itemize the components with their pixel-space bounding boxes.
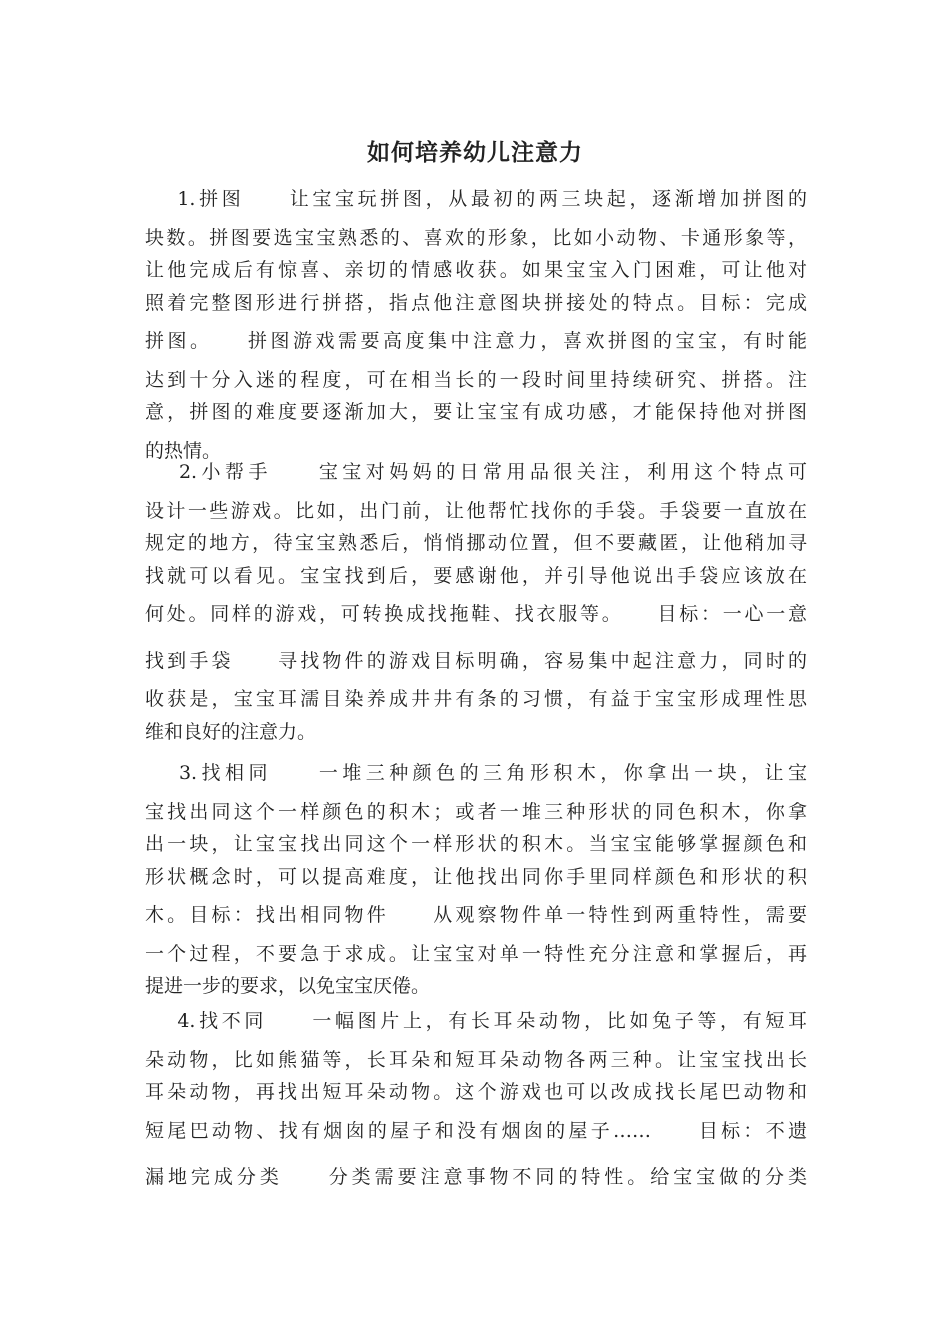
paragraph-line: 维和良好的注意力。 bbox=[145, 720, 317, 743]
paragraph-line: 4.找不同 一幅图片上，有长耳朵动物，比如兔子等，有短耳 bbox=[145, 1010, 807, 1032]
paragraph-line: 木。目标：找出相同物件 从观察物件单一特性到两重特性，需要 bbox=[145, 904, 807, 926]
paragraph-line: 3.找相同 一堆三种颜色的三角形积木，你拿出一块，让宝 bbox=[145, 762, 807, 784]
paragraph-line: 意，拼图的难度要逐渐加大，要让宝宝有成功感，才能保持他对拼图 bbox=[145, 401, 807, 423]
paragraph-line: 块数。拼图要选宝宝熟悉的、喜欢的形象，比如小动物、卡通形象等， bbox=[145, 226, 807, 249]
paragraph-line: 何处。同样的游戏，可转换成找拖鞋、找衣服等。 目标：一心一意 bbox=[145, 603, 807, 625]
section-puzzle bbox=[145, 183, 807, 467]
paragraph-line: 1.拼图 让宝宝玩拼图，从最初的两三块起，逐渐增加拼图的 bbox=[145, 188, 807, 210]
paragraph-line: 出一块，让宝宝找出同这个一样形状的积木。当宝宝能够掌握颜色和 bbox=[145, 833, 807, 855]
paragraph-line: 短尾巴动物、找有烟囱的屋子和没有烟囱的屋子…… 目标：不遗 bbox=[145, 1119, 807, 1142]
paragraph-line: 2.小帮手 宝宝对妈妈的日常用品很关注，利用这个特点可 bbox=[145, 461, 807, 483]
paragraph-line: 宝找出同这个一样颜色的积木；或者一堆三种形状的同色积木，你拿 bbox=[145, 800, 807, 823]
paragraph-line: 达到十分入迷的程度，可在相当长的一段时间里持续研究、拼搭。注 bbox=[145, 368, 807, 391]
paragraph-line: 一个过程，不要急于求成。让宝宝对单一特性充分注意和掌握后，再 bbox=[145, 942, 807, 965]
section-find-different bbox=[145, 1005, 807, 1194]
document-title: 如何培养幼儿注意力 bbox=[367, 139, 583, 166]
section-find-same bbox=[145, 757, 807, 1003]
paragraph-line: 收获是，宝宝耳濡目染养成井井有条的习惯，有益于宝宝形成理性思 bbox=[145, 688, 807, 710]
paragraph-line: 找就可以看见。宝宝找到后，要感谢他，并引导他说出手袋应该放在 bbox=[145, 564, 807, 587]
paragraph-line: 拼图。 拼图游戏需要高度集中注意力，喜欢拼图的宝宝，有时能 bbox=[145, 330, 807, 352]
paragraph-line: 形状概念时，可以提高难度，让他找出同你手里同样颜色和形状的积 bbox=[145, 865, 807, 888]
paragraph-line: 找到手袋 寻找物件的游戏目标明确，容易集中起注意力，同时的 bbox=[145, 649, 807, 672]
paragraph-line: 让他完成后有惊喜、亲切的情感收获。如果宝宝入门困难，可让他对 bbox=[145, 259, 807, 281]
paragraph-line: 提进一步的要求，以免宝宝厌倦。 bbox=[145, 975, 431, 997]
paragraph-line: 耳朵动物，再找出短耳朵动物。这个游戏也可以改成找长尾巴动物和 bbox=[145, 1081, 807, 1103]
paragraph-line: 设计一些游戏。比如，出门前，让他帮忙找你的手袋。手袋要一直放在 bbox=[145, 499, 807, 522]
paragraph-line: 照着完整图形进行拼搭，指点他注意图块拼接处的特点。目标：完成 bbox=[145, 291, 807, 314]
paragraph-line: 的热情。 bbox=[145, 439, 222, 462]
section-little-helper bbox=[145, 456, 807, 748]
paragraph-line: 规定的地方，待宝宝熟悉后，悄悄挪动位置，但不要藏匿，让他稍加寻 bbox=[145, 532, 807, 554]
paragraph-line: 漏地完成分类 分类需要注意事物不同的特性。给宝宝做的分类 bbox=[145, 1166, 807, 1188]
paragraph-line: 朵动物，比如熊猫等，长耳朵和短耳朵动物各两三种。让宝宝找出长 bbox=[145, 1048, 807, 1071]
